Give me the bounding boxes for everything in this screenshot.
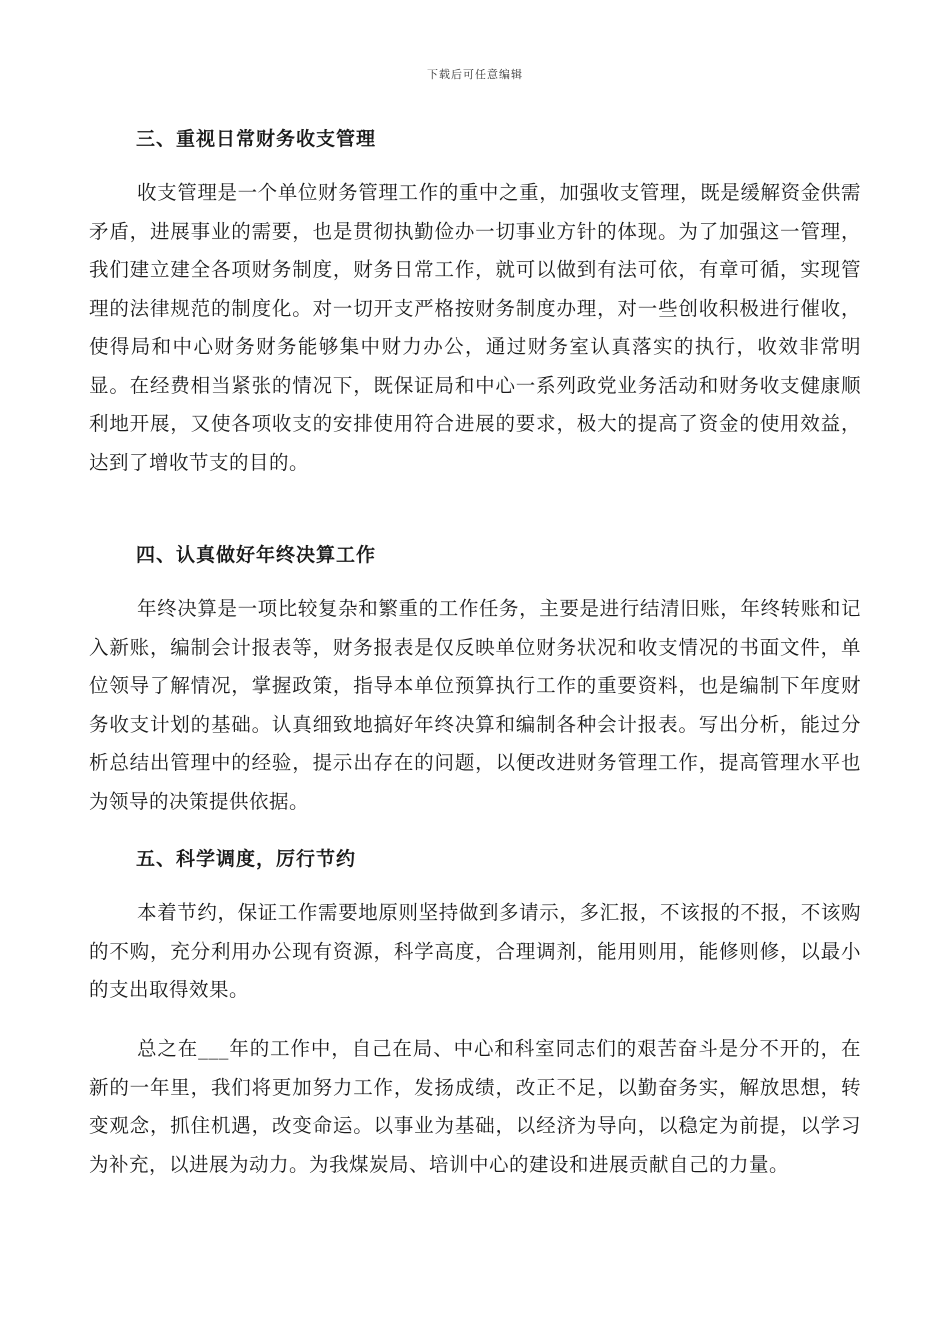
- section-heading-4: 四、认真做好年终决算工作: [136, 544, 377, 566]
- section-heading-5: 五、科学调度，厉行节约: [136, 848, 357, 870]
- section-paragraph-4: 年终决算是一项比较复杂和繁重的工作任务，主要是进行结清旧账，年终转账和记入新账，编制会计报表等，财务报表是仅反映单位财务状况和收支情况的书面文件，单位领导了解情况，掌握政策，指导本单位预算执行工作的重要资料，也是编制下年度财务收支计划的基础。认真细致地搞好年终决算和编制各种会计报表。写出分析，能过分析总结出管理中的经验，提示出存在的问题，以便改进财务管理工作，提高管理水平也为领导的决策提供依据。: [89, 597, 861, 813]
- page-header-note: 下载后可任意编辑: [427, 68, 523, 81]
- section-heading-3: 三、重视日常财务收支管理: [136, 128, 377, 150]
- closing-paragraph: 总之在___年的工作中，自己在局、中心和科室同志们的艰苦奋斗是分不开的，在新的一年里，我们将更加努力工作，发扬成绩，改正不足，以勤奋务实，解放思想，转变观念，抓住机遇，改变命运。以事业为基础，以经济为导向，以稳定为前提，以学习为补充，以进展为动力。为我煤炭局、培训中心的建设和进展贡献自己的力量。: [89, 1037, 861, 1176]
- section-paragraph-3: 收支管理是一个单位财务管理工作的重中之重，加强收支管理，既是缓解资金供需矛盾，进展事业的需要，也是贯彻执勤俭办一切事业方针的体现。为了加强这一管理，我们建立建全各项财务制度，财务日常工作，就可以做到有法可依，有章可循，实现管理的法律规范的制度化。对一切开支严格按财务制度办理，对一些创收积极进行催收，使得局和中心财务财务能够集中财力办公，通过财务室认真落实的执行，收效非常明显。在经费相当紧张的情况下，既保证局和中心一系列政党业务活动和财务收支健康顺利地开展，又使各项收支的安排使用符合进展的要求，极大的提高了资金的使用效益，达到了增收节支的目的。: [89, 181, 861, 474]
- section-paragraph-5: 本着节约，保证工作需要地原则坚持做到多请示，多汇报，不该报的不报，不该购的不购，充分利用办公现有资源，科学高度，合理调剂，能用则用，能修则修，以最小的支出取得效果。: [89, 901, 861, 1001]
